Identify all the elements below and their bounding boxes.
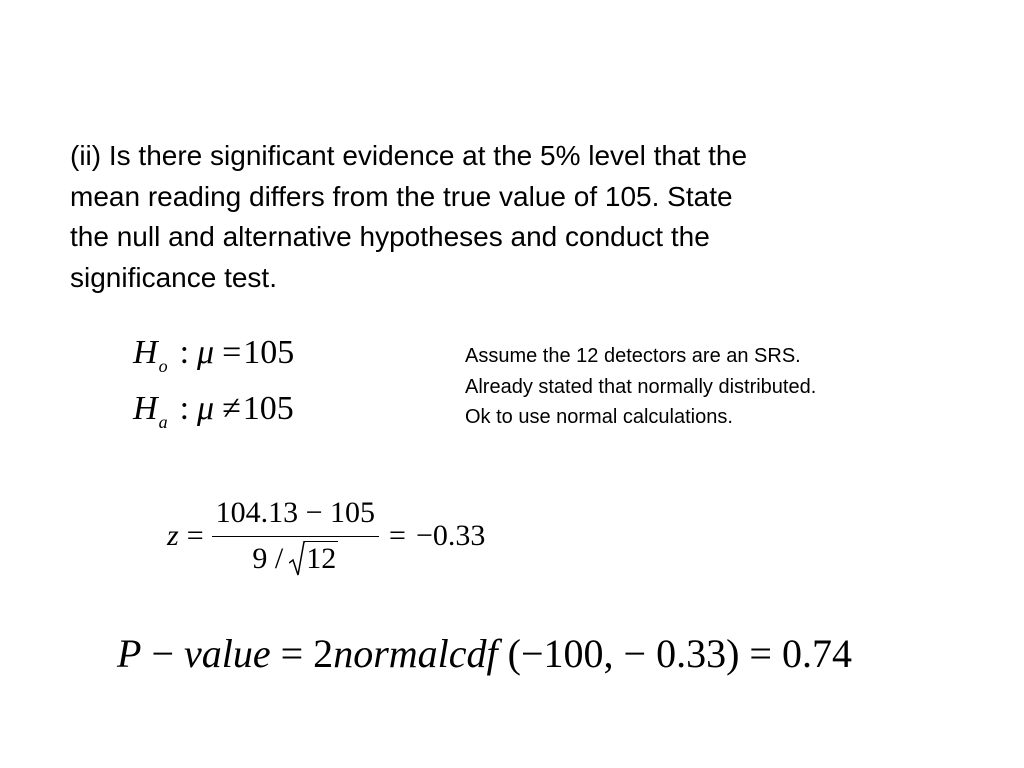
z-equals: = bbox=[186, 519, 204, 552]
p-value-equation bbox=[117, 626, 852, 682]
question-line-1: (ii) Is there significant evidence at the 5% level that the bbox=[70, 140, 748, 171]
question-line-2: mean reading differs from the true value of 105. State bbox=[70, 180, 733, 212]
note-line-3: Ok to use normal calculations. bbox=[465, 406, 733, 428]
square-root bbox=[289, 541, 338, 577]
null-hypothesis-subscript: o bbox=[158, 356, 168, 376]
p-minus: − bbox=[141, 631, 184, 676]
z-denominator bbox=[252, 537, 338, 579]
p-symbol: P bbox=[117, 631, 142, 676]
question-line-4: significance test. bbox=[70, 261, 277, 293]
z-numerator: 104.13 − 105 bbox=[212, 493, 379, 537]
alternative-hypothesis bbox=[133, 389, 294, 433]
alternative-hypothesis-param: μ bbox=[197, 390, 215, 427]
note-line-1: Assume the 12 detectors are an SRS. bbox=[465, 345, 801, 367]
z-fraction bbox=[212, 493, 379, 579]
null-hypothesis bbox=[133, 333, 294, 377]
z-denominator-left: 9 / bbox=[252, 542, 284, 575]
note-line-2: Already stated that normally distributed. bbox=[465, 375, 817, 398]
radicand: 12 bbox=[306, 542, 337, 575]
alternative-hypothesis-operator: ≠ bbox=[222, 390, 241, 427]
radical-sign-icon bbox=[289, 541, 305, 577]
alternative-hypothesis-colon: : bbox=[179, 390, 190, 427]
alternative-hypothesis-subscript: a bbox=[158, 412, 168, 432]
null-hypothesis-param: μ bbox=[197, 334, 215, 371]
null-hypothesis-operator: = bbox=[222, 334, 242, 371]
alternative-hypothesis-symbol: H bbox=[133, 390, 158, 427]
null-hypothesis-colon: : bbox=[179, 334, 190, 371]
p-value-word: value bbox=[184, 631, 271, 676]
question-line-3: the null and alternative hypotheses and conduct the bbox=[70, 221, 710, 252]
normalcdf-function: normalcdf bbox=[333, 631, 498, 676]
assumptions-note bbox=[465, 341, 816, 433]
null-hypothesis-symbol: H bbox=[133, 334, 158, 371]
null-hypothesis-value: 105 bbox=[243, 334, 295, 371]
p-value-args: (−100, − 0.33) = 0.74 bbox=[497, 631, 852, 676]
p-equals: = 2 bbox=[270, 631, 334, 676]
alternative-hypothesis-value: 105 bbox=[242, 390, 294, 427]
question-text bbox=[70, 136, 950, 298]
z-variable: z bbox=[167, 519, 179, 552]
z-statistic-formula bbox=[167, 488, 485, 584]
z-result: −0.33 bbox=[415, 519, 486, 552]
z-equals-2: = bbox=[389, 519, 406, 552]
